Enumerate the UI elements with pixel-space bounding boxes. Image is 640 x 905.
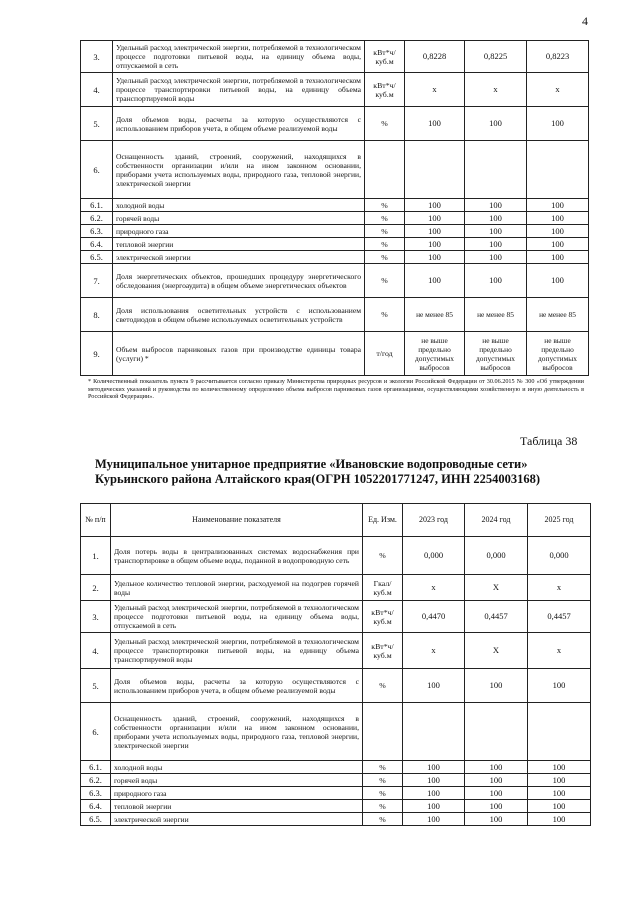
table-row (81, 800, 591, 813)
value-2023: х (403, 633, 465, 669)
row-number: 9. (81, 332, 113, 376)
unit-cell: % (365, 199, 405, 212)
unit-cell: % (363, 813, 403, 826)
value-2025: 0,000 (528, 537, 591, 575)
indicator-name: Удельный расход электрической энергии, потребляемой в технологическом процессе транспортировки питьевой воды, на единицу объема транспортируемой воды (111, 633, 363, 669)
row-number: 2. (81, 575, 111, 601)
unit-cell: кВт*ч/ куб.м (365, 41, 405, 73)
table-caption: Таблица 38 (520, 434, 578, 448)
value-2023: х (405, 73, 465, 107)
value-2024: Х (465, 575, 528, 601)
unit-cell: кВт*ч/ куб.м (363, 633, 403, 669)
value-2025 (528, 703, 591, 761)
row-number: 1. (81, 537, 111, 575)
row-number: 3. (81, 41, 113, 73)
row-number: 3. (81, 601, 111, 633)
value-2024: 100 (465, 264, 527, 298)
header-indicator: Наименование показателя (111, 504, 363, 537)
value-2024: не менее 85 (465, 298, 527, 332)
value-2024: 100 (465, 225, 527, 238)
table-row (81, 575, 591, 601)
table-row (81, 761, 591, 774)
value-2023 (405, 141, 465, 199)
value-2023: 0,000 (403, 537, 465, 575)
value-2023: 100 (405, 107, 465, 141)
unit-cell: % (363, 787, 403, 800)
table-row (81, 537, 591, 575)
value-2024: 0,8225 (465, 41, 527, 73)
value-2023: 100 (405, 199, 465, 212)
unit-cell: % (365, 212, 405, 225)
table-row (81, 41, 589, 73)
value-2025: 100 (527, 251, 589, 264)
row-number: 6.3. (81, 225, 113, 238)
table-row (81, 225, 589, 238)
indicator-name: Удельный расход электрической энергии, потребляемой в технологическом процессе транспортировки питьевой воды, на единицу объема транспортируемой воды (113, 73, 365, 107)
value-2023: 100 (403, 787, 465, 800)
table-row (81, 703, 591, 761)
unit-cell: % (363, 669, 403, 703)
header-number: № п/п (81, 504, 111, 537)
value-2024: 100 (465, 787, 528, 800)
unit-cell: кВт*ч/ куб.м (363, 601, 403, 633)
value-2025: 100 (527, 212, 589, 225)
value-2023 (403, 703, 465, 761)
value-2024: х (465, 73, 527, 107)
value-2025: 100 (527, 107, 589, 141)
row-number: 6.2. (81, 774, 111, 787)
indicator-name: горячей воды (111, 774, 363, 787)
indicator-name: Доля объемов воды, расчеты за которую осуществляются с использованием приборов учета, в общем объеме реализуемой воды (113, 107, 365, 141)
indicator-name: Удельное количество тепловой энергии, расходуемой на подогрев горячей воды (111, 575, 363, 601)
value-2025: х (528, 633, 591, 669)
unit-cell: Гкал/ куб.м (363, 575, 403, 601)
indicator-name: электрической энергии (111, 813, 363, 826)
table-row (81, 251, 589, 264)
value-2025: 100 (528, 787, 591, 800)
indicator-name: Оснащенность зданий, строений, сооружений, находящихся в собственности организации и/или на ином законном основании, приборами учета используемых воды, природного газа, тепловой энергии, электрической энергии (113, 141, 365, 199)
value-2023: 100 (403, 813, 465, 826)
indicator-name: Доля объемов воды, расчеты за которую осуществляются с использованием приборов учета, в общем объеме реализуемой воды (111, 669, 363, 703)
unit-cell: % (363, 774, 403, 787)
value-2023: 100 (405, 225, 465, 238)
unit-cell: % (365, 264, 405, 298)
table-header-row (81, 504, 591, 537)
row-number: 6.5. (81, 813, 111, 826)
table-row (81, 264, 589, 298)
header-2025: 2025 год (528, 504, 591, 537)
value-2024: 100 (465, 800, 528, 813)
indicator-name: Удельный расход электрической энергии, потребляемой в технологическом процессе подготовки питьевой воды, на единицу объема воды, отпускаемой в сеть (113, 41, 365, 73)
indicator-name: природного газа (113, 225, 365, 238)
unit-cell: % (363, 800, 403, 813)
value-2023: 100 (405, 212, 465, 225)
value-2024: 100 (465, 238, 527, 251)
table-row (81, 813, 591, 826)
value-2025: 0,8223 (527, 41, 589, 73)
table-row (81, 787, 591, 800)
unit-cell: кВт*ч/ куб.м (365, 73, 405, 107)
indicator-name: холодной воды (113, 199, 365, 212)
row-number: 7. (81, 264, 113, 298)
unit-cell: т/год (365, 332, 405, 376)
value-2025 (527, 141, 589, 199)
page-number: 4 (582, 14, 588, 28)
value-2023: 100 (403, 761, 465, 774)
value-2025: 0,4457 (528, 601, 591, 633)
value-2023: 100 (405, 264, 465, 298)
value-2024 (465, 703, 528, 761)
value-2024: 100 (465, 813, 528, 826)
value-2024: 100 (465, 251, 527, 264)
indicator-name: Объем выбросов парниковых газов при производстве единицы товара (услуги) * (113, 332, 365, 376)
unit-cell: % (365, 225, 405, 238)
table-row (81, 238, 589, 251)
indicator-name: природного газа (111, 787, 363, 800)
indicator-name: Удельный расход электрической энергии, потребляемой в технологическом процессе подготовки питьевой воды, на единицу объема воды, отпускаемой в сеть (111, 601, 363, 633)
indicator-name: Доля потерь воды в централизованных системах водоснабжения при транспортировке в общем объеме воды, поданной в водопроводную сеть (111, 537, 363, 575)
value-2025: 100 (527, 199, 589, 212)
indicators-table (80, 503, 591, 826)
indicator-name: Оснащенность зданий, строений, сооружений, находящихся в собственности организации и/или на ином законном основании, приборами учета используемых воды, природного газа, тепловой энергии, электрической энергии (111, 703, 363, 761)
table-row (81, 774, 591, 787)
row-number: 6.1. (81, 199, 113, 212)
value-2025: не менее 85 (527, 298, 589, 332)
header-2023: 2023 год (403, 504, 465, 537)
value-2025: 100 (527, 264, 589, 298)
footnote: * Количественный показатель пункта 9 рассчитывается согласно приказу Министерства природных ресурсов и экологии Российской Федерации от 30.06.2015 № 300 «Об утверждении методических указаний и руководства по количественному определению объема выбросов парниковых газов организациями, осуществляющими хозяйственную и иную деятельность в Российской Федерации». (88, 378, 584, 401)
unit-cell: % (365, 238, 405, 251)
row-number: 4. (81, 73, 113, 107)
unit-cell (365, 141, 405, 199)
value-2023: х (403, 575, 465, 601)
row-number: 6.4. (81, 800, 111, 813)
value-2024 (465, 141, 527, 199)
value-2024: 100 (465, 107, 527, 141)
value-2023: 100 (403, 774, 465, 787)
value-2025: 100 (528, 669, 591, 703)
value-2024: Х (465, 633, 528, 669)
value-2024: не выше предельно допустимых выбросов (465, 332, 527, 376)
indicator-name: электрической энергии (113, 251, 365, 264)
row-number: 6.4. (81, 238, 113, 251)
indicator-name: холодной воды (111, 761, 363, 774)
row-number: 6.2. (81, 212, 113, 225)
unit-cell: % (363, 761, 403, 774)
row-number: 6. (81, 703, 111, 761)
value-2025: не выше предельно допустимых выбросов (527, 332, 589, 376)
table-row (81, 107, 589, 141)
row-number: 6. (81, 141, 113, 199)
row-number: 4. (81, 633, 111, 669)
indicators-table-continued (80, 40, 589, 376)
value-2024: 0,4457 (465, 601, 528, 633)
row-number: 5. (81, 669, 111, 703)
organization-title: Муниципальное унитарное предприятие «Ивановские водопроводные сети» Курьинского района Алтайского края(ОГРН 1052201771247, ИНН 2254003168) (95, 457, 541, 486)
value-2024: 100 (465, 761, 528, 774)
value-2023: 100 (403, 669, 465, 703)
value-2023: 100 (403, 800, 465, 813)
value-2025: х (528, 575, 591, 601)
indicator-name: тепловой энергии (111, 800, 363, 813)
value-2024: 100 (465, 212, 527, 225)
value-2024: 0,000 (465, 537, 528, 575)
row-number: 5. (81, 107, 113, 141)
table-row (81, 199, 589, 212)
header-2024: 2024 год (465, 504, 528, 537)
value-2024: 100 (465, 199, 527, 212)
value-2025: 100 (527, 238, 589, 251)
table-row (81, 669, 591, 703)
unit-cell: % (363, 537, 403, 575)
table-row (81, 212, 589, 225)
value-2025: х (527, 73, 589, 107)
unit-cell: % (365, 298, 405, 332)
value-2025: 100 (528, 761, 591, 774)
value-2023: 100 (405, 238, 465, 251)
value-2025: 100 (528, 813, 591, 826)
value-2023: 0,8228 (405, 41, 465, 73)
indicator-name: горячей воды (113, 212, 365, 225)
unit-cell: % (365, 251, 405, 264)
unit-cell (363, 703, 403, 761)
value-2023: не выше предельно допустимых выбросов (405, 332, 465, 376)
value-2023: не менее 85 (405, 298, 465, 332)
table-row (81, 601, 591, 633)
indicator-name: тепловой энергии (113, 238, 365, 251)
value-2023: 100 (405, 251, 465, 264)
row-number: 6.3. (81, 787, 111, 800)
table-row (81, 633, 591, 669)
row-number: 6.1. (81, 761, 111, 774)
value-2025: 100 (528, 774, 591, 787)
indicator-name: Доля энергетических объектов, прошедших процедуру энергетического обследования (энергоаудита) в общем объеме энергетических объектов (113, 264, 365, 298)
value-2025: 100 (527, 225, 589, 238)
indicator-name: Доля использования осветительных устройств с использованием светодиодов в общем объеме используемых осветительных устройств (113, 298, 365, 332)
value-2025: 100 (528, 800, 591, 813)
table-row (81, 141, 589, 199)
table-row (81, 332, 589, 376)
header-unit: Ед. Изм. (363, 504, 403, 537)
value-2024: 100 (465, 669, 528, 703)
row-number: 6.5. (81, 251, 113, 264)
table-row (81, 73, 589, 107)
row-number: 8. (81, 298, 113, 332)
unit-cell: % (365, 107, 405, 141)
value-2023: 0,4470 (403, 601, 465, 633)
value-2024: 100 (465, 774, 528, 787)
table-row (81, 298, 589, 332)
